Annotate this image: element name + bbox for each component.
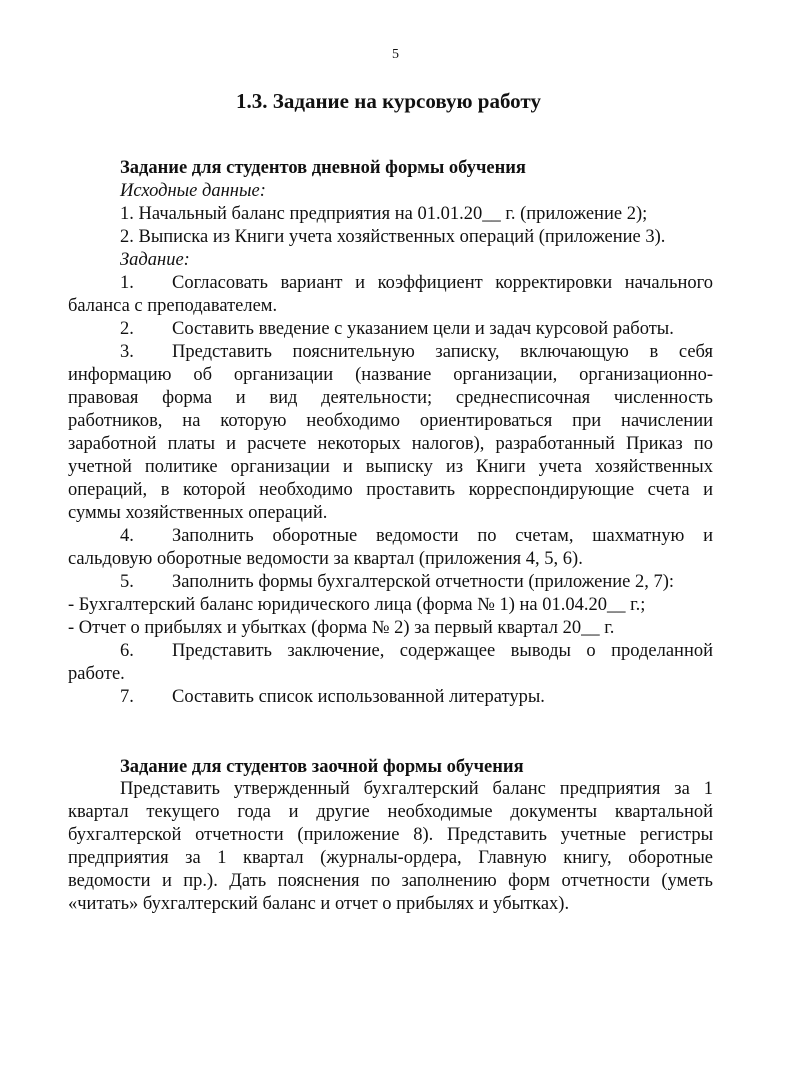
extramural-line: квартал текущего года и другие необходимые документы квартальной <box>68 802 713 822</box>
task-4-line: Заполнить оборотные ведомости по счетам, шахматную и <box>172 526 713 546</box>
extramural-heading: Задание для студентов заочной формы обучения <box>120 757 524 777</box>
extramural-line: Представить утвержденный бухгалтерский баланс предприятия за 1 <box>120 779 713 799</box>
task-5-number: 5. <box>120 572 134 592</box>
task-3-line: Представить пояснительную записку, включающую в себя <box>172 342 713 362</box>
initial-item-1: 1. Начальный баланс предприятия на 01.01.20__ г. (приложение 2); <box>120 204 648 224</box>
task-1-number: 1. <box>120 273 134 293</box>
extramural-line: предприятия за 1 квартал (журналы-ордера, Главную книгу, оборотные <box>68 848 713 868</box>
task-3-number: 3. <box>120 342 134 362</box>
task-2-line: Составить введение с указанием цели и задач курсовой работы. <box>172 319 674 339</box>
task-6-line: Представить заключение, содержащее выводы о проделанной <box>172 641 713 661</box>
task-5-line: Заполнить формы бухгалтерской отчетности (приложение 2, 7): <box>172 572 675 592</box>
task-3-line: заработной платы и расчете некоторых налогов), разработанный Приказ по <box>68 434 713 454</box>
task-1-line: баланса с преподавателем. <box>68 296 278 316</box>
task-1-line: Согласовать вариант и коэффициент корректировки начального <box>172 273 713 293</box>
task-3-line: операций, в которой необходимо проставить корреспондирующие счета и <box>68 480 713 500</box>
initial-data-label: Исходные данные: <box>120 181 266 201</box>
task-3-line: правовая форма и вид деятельности; среднесписочная численность <box>68 388 713 408</box>
task-7-number: 7. <box>120 687 134 707</box>
task-3-line: информацию об организации (название организации, организационно- <box>68 365 713 385</box>
task-6-line: работе. <box>68 664 125 684</box>
day-heading: Задание для студентов дневной формы обучения <box>120 158 526 178</box>
extramural-line: «читать» бухгалтерский баланс и отчет о прибылях и убытках). <box>68 894 570 914</box>
section-title: 1.3. Задание на курсовую работу <box>236 89 541 113</box>
task-4-line: сальдовую оборотные ведомости за квартал (приложения 4, 5, 6). <box>68 549 583 569</box>
task-4-number: 4. <box>120 526 134 546</box>
task-3-line: учетной политике организации и выписку из Книги учета хозяйственных <box>68 457 713 477</box>
task-3-line: суммы хозяйственных операций. <box>68 503 328 523</box>
task-5-dash-item: - Бухгалтерский баланс юридического лица (форма № 1) на 01.04.20__ г.; <box>68 595 646 615</box>
extramural-line: бухгалтерской отчетности (приложение 8). Представить учетные регистры <box>68 825 713 845</box>
task-3-line: работников, на которую необходимо ориентироваться при начислении <box>68 411 713 431</box>
task-2-number: 2. <box>120 319 134 339</box>
page-number: 5 <box>392 47 399 62</box>
task-7-line: Составить список использованной литературы. <box>172 687 545 707</box>
task-5-dash-item: - Отчет о прибылях и убытках (форма № 2) за первый квартал 20__ г. <box>68 618 615 638</box>
task-label: Задание: <box>120 250 190 270</box>
initial-item-2: 2. Выписка из Книги учета хозяйственных операций (приложение 3). <box>120 227 666 247</box>
extramural-line: ведомости и пр.). Дать пояснения по заполнению форм отчетности (уметь <box>68 871 713 891</box>
task-6-number: 6. <box>120 641 134 661</box>
